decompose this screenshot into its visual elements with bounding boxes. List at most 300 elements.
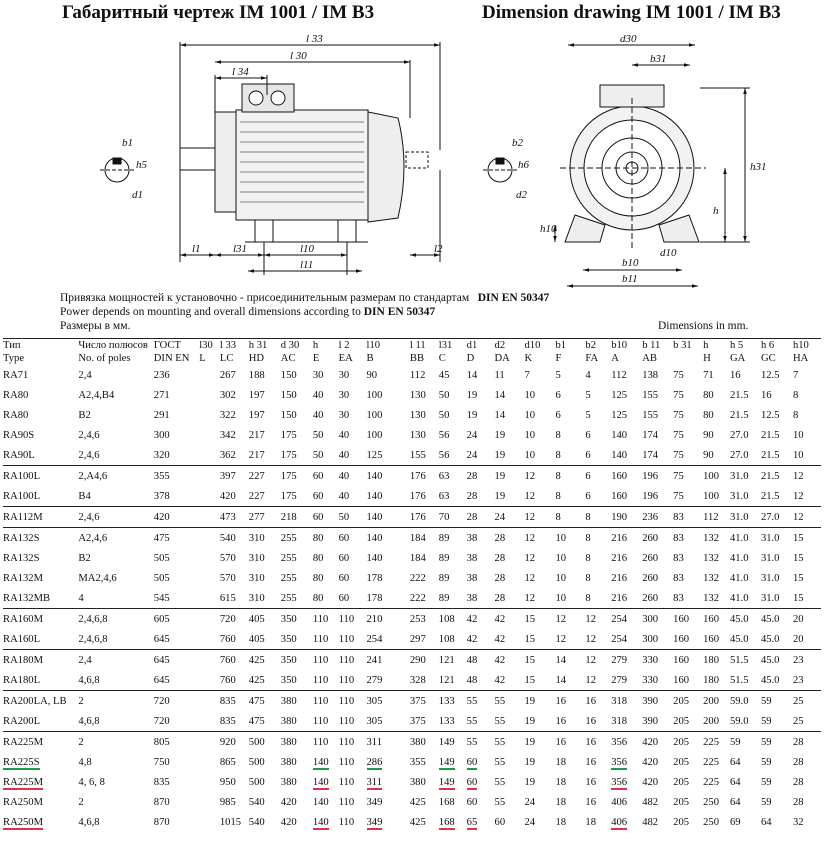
table-row <box>3 772 821 792</box>
value-cell <box>78 486 153 507</box>
label-h5: h5 <box>136 159 147 171</box>
cell-text: 10 <box>792 449 804 461</box>
cell-text: 174 <box>642 449 659 461</box>
value-cell <box>249 548 281 568</box>
value-cell <box>703 812 730 832</box>
cell-text: 50 <box>438 409 450 421</box>
cell-text: 40 <box>338 449 350 461</box>
value-cell <box>761 792 793 812</box>
cell-text: 720 <box>219 613 236 625</box>
cell-text: 16 <box>585 796 596 808</box>
cell-text: 12 <box>524 572 536 584</box>
cell-text: 475 <box>248 715 265 727</box>
cell-text: 40 <box>312 409 324 421</box>
value-cell <box>611 548 642 568</box>
table-row <box>3 365 821 385</box>
value-cell <box>78 385 153 405</box>
value-cell <box>367 752 410 772</box>
cell-text: 362 <box>219 449 236 461</box>
value-cell <box>642 405 673 425</box>
cell-text: 225 <box>703 776 719 788</box>
value-cell <box>220 812 249 832</box>
value-cell <box>249 609 281 630</box>
value-cell <box>730 486 761 507</box>
value-cell <box>220 772 249 792</box>
table-row <box>3 548 821 568</box>
value-cell <box>313 670 339 691</box>
value-cell <box>467 486 495 507</box>
label-l1: l1 <box>192 243 201 255</box>
value-cell <box>761 548 793 568</box>
type-cell <box>3 629 78 650</box>
value-cell <box>642 650 673 671</box>
cell-text: 500 <box>248 756 265 768</box>
value-cell <box>313 629 339 650</box>
cell-text: 160 <box>673 613 690 625</box>
value-cell <box>467 670 495 691</box>
cell-text: 83 <box>673 511 684 523</box>
cell-text: 75 <box>673 490 684 502</box>
cell-text: 75 <box>673 429 684 441</box>
cell-text: 89 <box>438 572 450 584</box>
value-cell <box>673 548 703 568</box>
value-cell <box>249 670 281 691</box>
cell-text: 16 <box>585 736 596 748</box>
value-cell <box>642 548 673 568</box>
value-cell <box>761 405 793 425</box>
cell-text: 645 <box>153 654 170 666</box>
type-cell <box>3 568 78 588</box>
value-cell <box>730 609 761 630</box>
value-cell <box>281 405 313 425</box>
value-cell <box>495 466 525 487</box>
cell-text: 225 <box>703 736 719 748</box>
header-cell-ru: h <box>313 339 339 353</box>
value-cell <box>524 588 555 609</box>
value-cell <box>730 466 761 487</box>
cell-text: 420 <box>642 776 659 788</box>
value-cell <box>555 629 585 650</box>
value-cell <box>339 486 367 507</box>
value-cell <box>585 752 611 772</box>
cell-text: 380 <box>280 695 297 707</box>
cell-text: 31.0 <box>729 511 749 523</box>
cell-text: 236 <box>642 511 659 523</box>
value-cell <box>761 650 793 671</box>
cell-text: 80 <box>312 552 324 564</box>
cell-text: 140 <box>312 796 329 808</box>
cell-text: 216 <box>611 552 628 564</box>
cell-text: 267 <box>219 369 236 381</box>
header-cell-ru: Тип <box>3 339 78 353</box>
value-cell <box>439 609 467 630</box>
value-cell <box>793 425 821 445</box>
cell-text: 16 <box>555 715 567 727</box>
cell-text: 205 <box>673 816 690 828</box>
cell-text: 12.5 <box>760 409 780 421</box>
value-cell <box>439 629 467 650</box>
value-cell <box>467 445 495 466</box>
value-cell <box>467 609 495 630</box>
cell-text: 20 <box>792 633 804 645</box>
value-cell <box>154 812 199 832</box>
cell-text: 311 <box>366 736 382 748</box>
table-row <box>3 588 821 609</box>
cell-text: 205 <box>673 736 690 748</box>
header-cell-ru: h 6 <box>761 339 793 353</box>
value-cell <box>367 629 410 650</box>
cell-text: 48 <box>466 654 478 666</box>
cell-text: 21.5 <box>760 490 780 502</box>
cell-text: 12 <box>585 674 596 686</box>
value-cell <box>793 588 821 609</box>
cell-text: 10 <box>792 429 804 441</box>
value-cell <box>467 792 495 812</box>
cell-text: 59 <box>760 695 772 707</box>
type-cell <box>3 772 78 792</box>
value-cell <box>793 507 821 528</box>
value-cell <box>495 588 525 609</box>
value-cell <box>313 405 339 425</box>
value-cell <box>555 528 585 549</box>
value-cell <box>467 732 495 753</box>
cell-text: 40 <box>338 490 350 502</box>
cell-text: 545 <box>153 592 170 604</box>
value-cell <box>313 812 339 832</box>
value-cell <box>439 548 467 568</box>
value-cell <box>642 365 673 385</box>
cell-text: 28 <box>494 532 506 544</box>
value-cell <box>611 588 642 609</box>
cell-text: 380 <box>280 776 297 788</box>
cell-text: 130 <box>409 389 426 401</box>
value-cell <box>703 466 730 487</box>
cell-text: 38 <box>466 532 478 544</box>
cell-text: 985 <box>219 796 236 808</box>
cell-text: 110 <box>338 633 355 645</box>
value-cell <box>410 385 439 405</box>
value-cell <box>220 711 249 732</box>
value-cell <box>585 650 611 671</box>
value-cell <box>199 466 220 487</box>
cell-text: 950 <box>219 776 236 788</box>
cell-text: 279 <box>611 674 628 686</box>
cell-text: 140 <box>366 552 383 564</box>
cell-text: 50 <box>438 389 450 401</box>
cell-text: 80 <box>703 409 714 421</box>
value-cell <box>585 812 611 832</box>
value-cell <box>220 792 249 812</box>
value-cell <box>281 588 313 609</box>
cell-text: 12 <box>524 592 536 604</box>
value-cell <box>281 711 313 732</box>
cell-text: 110 <box>338 816 355 828</box>
header-cell-en: BB <box>409 353 425 364</box>
cell-text: 835 <box>153 776 170 788</box>
label-h10: h10 <box>540 223 557 235</box>
value-cell <box>555 588 585 609</box>
value-cell <box>367 385 410 405</box>
cell-text: 253 <box>409 613 426 625</box>
value-cell <box>495 629 525 650</box>
cell-text: 425 <box>409 816 426 828</box>
label-l10: l10 <box>300 243 315 255</box>
value-cell <box>367 568 410 588</box>
label-h6: h6 <box>518 159 529 171</box>
value-cell <box>703 732 730 753</box>
cell-text: 356 <box>611 736 628 748</box>
value-cell <box>439 568 467 588</box>
value-cell <box>78 812 153 832</box>
cell-text: 75 <box>673 449 684 461</box>
value-cell <box>730 711 761 732</box>
value-cell <box>439 812 467 832</box>
value-cell <box>367 792 410 812</box>
value-cell <box>761 425 793 445</box>
cell-text: 125 <box>611 389 628 401</box>
value-cell <box>339 425 367 445</box>
cell-text: 110 <box>312 674 329 686</box>
value-cell <box>495 507 525 528</box>
cell-text: 31.0 <box>760 592 780 604</box>
value-cell <box>339 385 367 405</box>
header-cell-en: Type <box>3 353 25 364</box>
value-cell <box>761 588 793 609</box>
value-cell <box>78 752 153 772</box>
value-cell <box>611 405 642 425</box>
value-cell <box>281 445 313 466</box>
value-cell <box>367 548 410 568</box>
cell-text: 38 <box>466 592 478 604</box>
value-cell <box>367 670 410 691</box>
cell-text: 835 <box>219 715 236 727</box>
value-cell <box>410 670 439 691</box>
value-cell <box>467 466 495 487</box>
cell-text: 420 <box>280 816 297 828</box>
cell-text: 10 <box>524 449 536 461</box>
value-cell <box>367 365 410 385</box>
cell-text: RA180M <box>3 654 44 666</box>
table-row <box>3 670 821 691</box>
value-cell <box>467 405 495 425</box>
value-cell <box>585 365 611 385</box>
value-cell <box>154 732 199 753</box>
value-cell <box>793 466 821 487</box>
value-cell <box>249 792 281 812</box>
value-cell <box>585 466 611 487</box>
value-cell <box>281 528 313 549</box>
cell-text: 8 <box>585 552 591 564</box>
cell-text: 110 <box>338 756 355 768</box>
value-cell <box>249 588 281 609</box>
value-cell <box>793 568 821 588</box>
cell-text: 355 <box>409 756 426 768</box>
value-cell <box>339 588 367 609</box>
value-cell <box>730 425 761 445</box>
value-cell <box>524 466 555 487</box>
value-cell <box>313 568 339 588</box>
cell-text: 2,4,6 <box>78 429 100 441</box>
value-cell <box>585 507 611 528</box>
value-cell <box>410 405 439 425</box>
cell-text: 14 <box>494 409 506 421</box>
cell-text: 250 <box>703 816 719 828</box>
value-cell <box>761 486 793 507</box>
value-cell <box>703 548 730 568</box>
value-cell <box>761 385 793 405</box>
cell-text: 59 <box>760 756 772 768</box>
header-cell-ru: h <box>703 339 730 353</box>
value-cell <box>524 792 555 812</box>
value-cell <box>673 732 703 753</box>
label-b11: b11 <box>622 273 638 285</box>
header-cell-ru: b10 <box>611 339 642 353</box>
value-cell <box>703 405 730 425</box>
cell-text: 8 <box>585 572 591 584</box>
value-cell <box>555 568 585 588</box>
value-cell <box>199 548 220 568</box>
cell-text: 160 <box>673 674 690 686</box>
cell-text: 645 <box>153 674 170 686</box>
value-cell <box>611 445 642 466</box>
label-l34: l 34 <box>232 66 249 78</box>
cell-text: 378 <box>153 490 170 502</box>
value-cell <box>439 670 467 691</box>
value-cell <box>585 548 611 568</box>
dimension-drawing <box>0 0 825 300</box>
cell-text: 205 <box>673 715 690 727</box>
cell-text: 18 <box>555 756 567 768</box>
value-cell <box>611 772 642 792</box>
value-cell <box>410 466 439 487</box>
cell-text: 405 <box>248 613 265 625</box>
cell-text: 6 <box>585 449 591 461</box>
value-cell <box>524 528 555 549</box>
value-cell <box>249 466 281 487</box>
value-cell <box>281 568 313 588</box>
value-cell <box>611 752 642 772</box>
value-cell <box>611 486 642 507</box>
value-cell <box>281 691 313 712</box>
cell-text: 16 <box>585 776 596 788</box>
cell-text: 63 <box>438 490 450 502</box>
cell-text: 505 <box>153 552 170 564</box>
value-cell <box>249 711 281 732</box>
cell-text: 89 <box>438 592 450 604</box>
value-cell <box>524 486 555 507</box>
value-cell <box>199 568 220 588</box>
cell-text: 10 <box>555 572 567 584</box>
value-cell <box>761 609 793 630</box>
type-cell <box>3 365 78 385</box>
cell-text: RA225S <box>3 756 40 768</box>
cell-text: 24 <box>524 816 536 828</box>
value-cell <box>495 405 525 425</box>
cell-text: 42 <box>494 613 506 625</box>
cell-text: 2,A4,6 <box>78 470 108 482</box>
cell-text: 184 <box>409 552 426 564</box>
cell-text: 100 <box>366 389 383 401</box>
value-cell <box>730 365 761 385</box>
value-cell <box>154 609 199 630</box>
cell-text: 8 <box>585 592 591 604</box>
value-cell <box>642 812 673 832</box>
value-cell <box>611 425 642 445</box>
value-cell <box>199 691 220 712</box>
value-cell <box>524 772 555 792</box>
cell-text: 318 <box>611 715 628 727</box>
cell-text: 110 <box>338 715 355 727</box>
cell-text: 216 <box>611 592 628 604</box>
cell-text: 350 <box>280 633 297 645</box>
cell-text: 27.0 <box>760 511 780 523</box>
cell-text: 60 <box>466 756 478 768</box>
cell-text: 100 <box>703 490 719 502</box>
cell-text: 500 <box>248 776 265 788</box>
value-cell <box>154 486 199 507</box>
value-cell <box>339 629 367 650</box>
value-cell <box>703 568 730 588</box>
value-cell <box>495 732 525 753</box>
cell-text: 218 <box>280 511 297 523</box>
cell-text: 45 <box>438 369 450 381</box>
value-cell <box>585 772 611 792</box>
value-cell <box>793 548 821 568</box>
cell-text: 45.0 <box>760 674 780 686</box>
value-cell <box>611 568 642 588</box>
cell-text: 12 <box>555 613 567 625</box>
cell-text: 59 <box>760 736 772 748</box>
value-cell <box>524 711 555 732</box>
value-cell <box>703 486 730 507</box>
value-cell <box>313 528 339 549</box>
cell-text: 83 <box>673 552 684 564</box>
value-cell <box>339 772 367 792</box>
cell-text: 130 <box>409 409 426 421</box>
cell-text: 132 <box>703 572 719 584</box>
value-cell <box>673 670 703 691</box>
cell-text: 835 <box>219 695 236 707</box>
value-cell <box>410 548 439 568</box>
table-row <box>3 445 821 466</box>
value-cell <box>495 385 525 405</box>
value-cell <box>249 507 281 528</box>
cell-text: 570 <box>219 552 236 564</box>
value-cell <box>585 670 611 691</box>
value-cell <box>313 425 339 445</box>
cell-text: 18 <box>585 816 596 828</box>
header-cell-ru: b 31 <box>673 339 703 353</box>
label-l31: l31 <box>233 243 248 255</box>
cell-text: 90 <box>366 369 378 381</box>
cell-text: 100 <box>366 409 383 421</box>
value-cell <box>611 711 642 732</box>
cell-text: 227 <box>248 470 265 482</box>
value-cell <box>793 772 821 792</box>
value-cell <box>495 528 525 549</box>
cell-text: 8 <box>585 532 591 544</box>
value-cell <box>495 609 525 630</box>
cell-text: 255 <box>280 552 297 564</box>
cell-text: 342 <box>219 429 236 441</box>
cell-text: 108 <box>438 633 455 645</box>
cell-text: 5 <box>585 389 591 401</box>
cell-text: 45.0 <box>760 633 780 645</box>
cell-text: 150 <box>280 389 297 401</box>
value-cell <box>703 772 730 792</box>
cell-text: 16 <box>729 369 741 381</box>
cell-text: 15 <box>524 633 536 645</box>
